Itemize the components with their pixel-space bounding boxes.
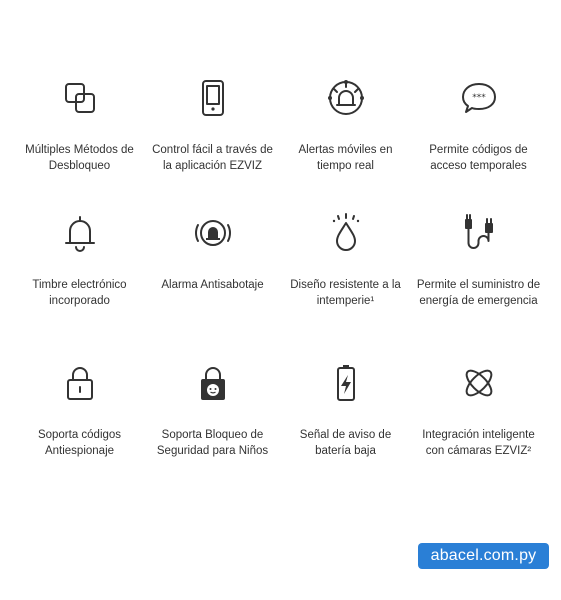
child-lock-icon [193,363,233,403]
feature-label: Múltiples Métodos de Desbloqueo [25,144,134,172]
feature-item [412,70,545,205]
feature-item [146,70,279,205]
feature-item [13,355,146,490]
feature-label: Permite códigos de acceso temporales [429,144,528,172]
feature-label: Control fácil a través de la aplicación EZVIZ [152,144,273,172]
feature-label: Integración inteligente con cámaras EZVIZ² [422,429,535,457]
double-square-icon [60,78,100,118]
feature-item [146,355,279,490]
smartphone-icon [193,78,233,118]
svg-text:***: *** [471,93,486,103]
feature-item [412,355,545,490]
feature-label: Soporta códigos Antiespionaje [37,429,122,457]
feature-label: Señal de aviso de batería baja [299,429,392,457]
atom-icon [459,363,499,403]
usb-cable-icon [459,213,499,253]
feature-row [0,70,561,205]
chat-bubble-icon [459,78,499,118]
feature-item [279,70,412,205]
water-drop-icon [326,213,366,253]
feature-label: Timbre electrónico incorporado [32,279,127,307]
low-battery-icon [326,363,366,403]
alarm-bell-icon [193,213,233,253]
watermark-badge: abacel.com.py [418,543,549,569]
feature-item [13,205,146,355]
feature-row [0,205,561,355]
feature-item [13,70,146,205]
feature-item [279,355,412,490]
feature-row [0,355,561,490]
feature-item [412,205,545,355]
feature-item [279,205,412,355]
feature-label: Alarma Antisabotaje [161,279,264,291]
feature-label: Soporta Bloqueo de Seguridad para Niños [156,429,269,457]
feature-label: Diseño resistente a la intemperie¹ [290,279,401,307]
feature-label: Permite el suministro de energía de emergencia [416,279,541,307]
feature-label: Alertas móviles en tiempo real [298,144,393,172]
alarm-siren-icon [326,78,366,118]
feature-grid [0,70,561,490]
feature-item [146,205,279,355]
padlock-icon [60,363,100,403]
bell-icon [60,213,100,253]
